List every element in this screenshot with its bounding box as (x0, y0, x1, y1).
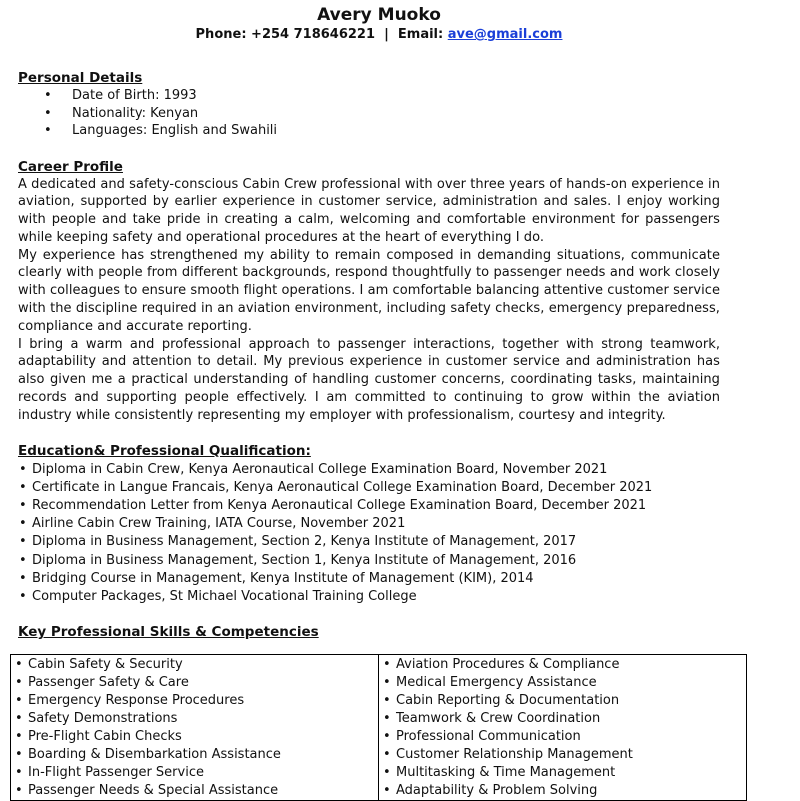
skill-item: • Emergency Response Procedures (15, 692, 378, 710)
skill-item: • Boarding & Disembarkation Assistance (15, 746, 378, 764)
skill-item: • Multitasking & Time Management (383, 764, 746, 782)
contact-line (38, 26, 720, 43)
education-item: • Bridging Course in Management, Kenya Institute of Management (KIM), 2014 (18, 570, 720, 588)
education-item: • Computer Packages, St Michael Vocational Training College (18, 588, 720, 606)
skills-row (11, 655, 747, 801)
skills-heading: Key Professional Skills & Competencies (18, 624, 319, 641)
education-heading: Education& Professional Qualification: (18, 442, 311, 459)
skill-item: • Safety Demonstrations (15, 710, 378, 728)
skill-item: • Passenger Safety & Care (15, 674, 378, 692)
career-paragraph: A dedicated and safety-conscious Cabin Crew professional with over three years of hands-on experience in aviation, supported by earlier experience in customer service, administration and sales. I enjoy working with people and take pride in creating a calm, welcoming and comfortable environment for passengers while keeping safety and operational procedures at the heart of everything I do. (18, 176, 720, 245)
education-item: • Recommendation Letter from Kenya Aeronautical College Examination Board, December 2021 (18, 497, 720, 515)
email-label: Email: (397, 27, 444, 42)
phone-label: Phone: (195, 27, 247, 42)
skills-right-column (379, 655, 747, 801)
personal-details-list (18, 87, 720, 140)
skill-item: • Customer Relationship Management (383, 746, 746, 764)
skill-item: • Passenger Needs & Special Assistance (15, 782, 378, 800)
education-item: • Certificate in Langue Francais, Kenya Aeronautical College Examination Board, December 2021 (18, 479, 720, 497)
skill-item: • Teamwork & Crew Coordination (383, 710, 746, 728)
resume-page (18, 0, 720, 798)
education-item: • Diploma in Cabin Crew, Kenya Aeronautical College Examination Board, November 2021 (18, 461, 720, 479)
education-item: • Airline Cabin Crew Training, IATA Course, November 2021 (18, 515, 720, 533)
personal-detail-item: • Nationality: Kenyan (44, 105, 720, 123)
skill-item: • Medical Emergency Assistance (383, 674, 746, 692)
skills-table (10, 654, 747, 801)
career-paragraph: My experience has strengthened my ability to remain composed in demanding situations, communicate clearly with people from different backgrounds, respond thoughtfully to passenger needs and work closely with colleagues to ensure smooth flight operations. I am comfortable balancing attentive customer service with the discipline required in an aviation environment, including safety checks, emergency preparedness, compliance and accurate reporting. (18, 247, 720, 334)
phone-number: +254 718646221 (251, 27, 376, 42)
personal-detail-item: • Languages: English and Swahili (44, 122, 720, 140)
skill-item: • In-Flight Passenger Service (15, 764, 378, 782)
personal-detail-item: • Date of Birth: 1993 (44, 87, 720, 105)
education-item: • Diploma in Business Management, Section 2, Kenya Institute of Management, 2017 (18, 533, 720, 551)
email-link[interactable]: ave@gmail.com (447, 27, 563, 42)
education-item: • Diploma in Business Management, Section 1, Kenya Institute of Management, 2016 (18, 552, 720, 570)
candidate-name: Avery Muoko (317, 5, 441, 25)
skill-item: • Adaptability & Problem Solving (383, 782, 746, 800)
skill-item: • Professional Communication (383, 728, 746, 746)
skill-item: • Pre-Flight Cabin Checks (15, 728, 378, 746)
education-list (18, 461, 720, 607)
contact-separator: | (384, 27, 389, 42)
career-paragraph: I bring a warm and professional approach to passenger interactions, together with strong teamwork, adaptability and attention to detail. My previous experience in customer service and administration has also given me a practical understanding of handling customer concerns, coordinating tasks, maintaining records and supporting people effectively. I am committed to continuing to grow within the aviation industry while consistently representing my employer with professionalism, courtesy and integrity. (18, 336, 720, 423)
skill-item: • Cabin Safety & Security (15, 656, 378, 674)
skill-item: • Cabin Reporting & Documentation (383, 692, 746, 710)
skill-item: • Aviation Procedures & Compliance (383, 656, 746, 674)
career-profile-heading: Career Profile (18, 158, 123, 175)
personal-details-heading: Personal Details (18, 70, 143, 86)
skills-left-column (11, 655, 379, 801)
